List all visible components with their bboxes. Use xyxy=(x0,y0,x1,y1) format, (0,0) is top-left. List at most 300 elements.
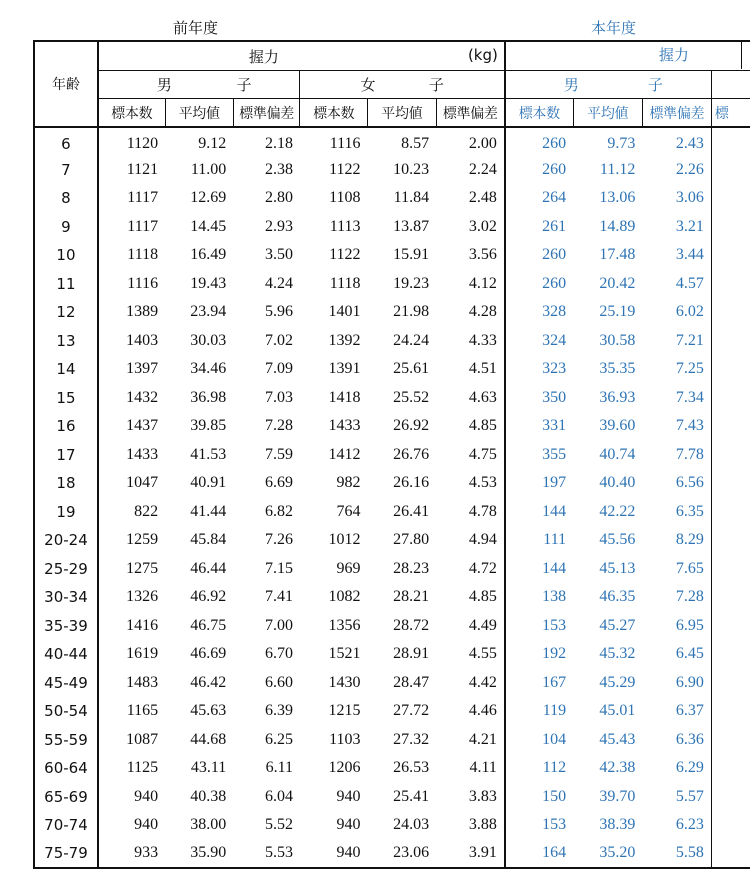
prev-male-sd-cell: 5.52 xyxy=(264,816,293,834)
age-cell: 35-39 xyxy=(34,612,98,641)
prev-female-n-cell: 1356 xyxy=(328,616,361,634)
cur-male-n-cell: 138 xyxy=(542,588,567,606)
cur-male-n-cell: 153 xyxy=(542,816,567,834)
prev-male-sd-cell: 2.93 xyxy=(264,217,293,235)
cur-grip-header xyxy=(505,41,750,71)
prev-female-sd-cell: 4.28 xyxy=(436,298,505,327)
prev-female-mean-cell: 25.52 xyxy=(393,388,430,406)
cur-male-mean-cell: 45.29 xyxy=(599,673,636,691)
prev-female-n-cell: 940 xyxy=(336,787,361,805)
cur-male-sd-cell: 6.95 xyxy=(675,616,704,634)
table-row xyxy=(34,355,750,384)
cut-cell xyxy=(711,811,750,840)
cur-male-mean-cell: 40.74 xyxy=(599,445,636,463)
cur-grip-divider xyxy=(741,41,742,69)
cut-cell xyxy=(711,754,750,783)
prev-female-n-cell: 1215 xyxy=(328,702,361,720)
prev-female-n-cell: 969 xyxy=(336,559,361,577)
cur-male-n-cell: 144 xyxy=(542,559,567,577)
cur-grip-label: 握力 xyxy=(658,45,689,64)
prev-male-header xyxy=(98,71,300,99)
prev-male-n-cell: 1259 xyxy=(126,531,159,549)
cur-male-n-cell: 323 xyxy=(542,360,567,378)
prev-female-n-cell: 1430 xyxy=(328,673,361,691)
cur-male-n-cell: 355 xyxy=(542,445,567,463)
cur-male-header xyxy=(505,71,712,99)
cut-cell xyxy=(711,583,750,612)
prev-male-mean-cell: 46.92 xyxy=(190,588,227,606)
prev-male-mean-cell: 11.00 xyxy=(190,160,227,178)
cut-cell xyxy=(711,498,750,527)
prev-female-n-cell: 1521 xyxy=(328,645,361,663)
prev-female-mean-cell: 24.24 xyxy=(393,331,430,349)
prev-female-mean-cell: 23.06 xyxy=(368,840,437,869)
cur-male-sd-cell: 7.21 xyxy=(675,331,704,349)
prev-male-n-cell: 1416 xyxy=(126,616,159,634)
prev-male-n-cell: 1121 xyxy=(126,160,159,178)
cur-male-mean-cell: 30.58 xyxy=(599,331,636,349)
prev-female-mean-header: 平均値 xyxy=(368,99,437,128)
prev-male-sd-cell: 7.09 xyxy=(264,360,293,378)
table-row xyxy=(34,612,750,641)
prev-female-mean-cell: 26.16 xyxy=(393,474,430,492)
cur-male-mean-cell: 40.40 xyxy=(599,474,636,492)
prev-female-mean-cell: 26.41 xyxy=(393,502,430,520)
prev-female-n-cell: 1122 xyxy=(329,246,361,264)
age-cell: 30-34 xyxy=(34,583,98,612)
cut-cell xyxy=(711,270,750,299)
cur-male-n-cell: 261 xyxy=(542,217,567,235)
prev-male-mean-cell: 46.75 xyxy=(190,616,227,634)
cur-male-mean-cell: 42.22 xyxy=(599,502,636,520)
table-row xyxy=(34,184,750,213)
cut-cell xyxy=(711,213,750,242)
header-row-sex xyxy=(34,71,750,99)
prev-male-n-cell: 1047 xyxy=(126,474,159,492)
prev-male-sd-cell: 3.50 xyxy=(264,246,293,264)
prev-grip-header xyxy=(98,41,505,71)
prev-female-sd-cell: 3.83 xyxy=(436,783,505,812)
current-year-caption: 本年度 xyxy=(591,19,637,37)
prev-male-mean-cell: 45.63 xyxy=(190,702,227,720)
table-row xyxy=(34,127,750,156)
prev-male-sd-cell: 6.11 xyxy=(265,759,293,777)
prev-male-sd-cell: 7.02 xyxy=(264,331,293,349)
cur-male-mean-cell: 17.48 xyxy=(599,246,636,264)
prev-female-sd-cell: 4.42 xyxy=(436,669,505,698)
prev-male-n-cell: 1619 xyxy=(126,645,159,663)
table-row xyxy=(34,726,750,755)
grip-strength-table xyxy=(33,40,750,869)
prev-male-sd-cell: 6.60 xyxy=(264,673,293,691)
prev-male-n-cell: 1432 xyxy=(126,388,159,406)
prev-female-mean-cell: 13.87 xyxy=(393,217,430,235)
prev-female-sd-cell: 4.33 xyxy=(436,327,505,356)
cur-male-sd-cell: 8.29 xyxy=(675,531,704,549)
cur-male-sd-cell: 7.25 xyxy=(675,360,704,378)
cur-male-mean-cell: 11.12 xyxy=(599,160,636,178)
cur-male-n-cell: 119 xyxy=(542,702,567,720)
prev-female-n-cell: 1122 xyxy=(329,160,361,178)
cur-male-mean-cell: 42.38 xyxy=(599,759,636,777)
cur-male-sd-cell: 6.90 xyxy=(675,673,704,691)
cur-male-sd-cell: 3.21 xyxy=(675,217,704,235)
prev-female-sd-cell: 4.78 xyxy=(436,498,505,527)
prev-female-mean-cell: 21.98 xyxy=(393,303,430,321)
prev-female-sd-cell: 3.56 xyxy=(436,241,505,270)
cut-cell xyxy=(711,697,750,726)
age-cell: 14 xyxy=(34,355,98,384)
age-cell: 45-49 xyxy=(34,669,98,698)
prev-female-mean-cell: 28.91 xyxy=(393,645,430,663)
prev-female-mean-cell: 19.23 xyxy=(393,274,430,292)
cur-male-mean-cell: 45.56 xyxy=(599,531,636,549)
cut-stat-header: 標 xyxy=(711,99,750,128)
prev-male-sd-header: 標準偏差 xyxy=(233,99,300,128)
prev-male-mean-cell: 19.43 xyxy=(190,274,227,292)
age-cell: 15 xyxy=(34,384,98,413)
cur-male-sd-cell: 6.35 xyxy=(675,502,704,520)
prev-female-sd-cell: 3.88 xyxy=(436,811,505,840)
prev-male-mean-cell: 9.12 xyxy=(198,134,227,152)
cur-male-n-cell: 350 xyxy=(542,388,567,406)
cur-male-n-cell: 197 xyxy=(542,474,567,492)
prev-female-sd-cell: 4.75 xyxy=(436,441,505,470)
age-cell: 7 xyxy=(34,156,98,185)
prev-female-n-cell: 1012 xyxy=(328,531,361,549)
prev-male-mean-cell: 46.42 xyxy=(190,673,227,691)
cur-male-mean-cell: 9.73 xyxy=(607,134,636,152)
prev-female-sd-cell: 3.02 xyxy=(436,213,505,242)
cur-male-sd-cell: 6.02 xyxy=(675,303,704,321)
cur-male-sd-cell: 3.06 xyxy=(675,189,704,207)
age-cell: 60-64 xyxy=(34,754,98,783)
cut-cell xyxy=(711,726,750,755)
prev-female-n-header: 標本数 xyxy=(300,99,368,128)
cut-cell xyxy=(711,156,750,185)
cur-male-sd-cell: 3.44 xyxy=(675,246,704,264)
cur-male-sd-cell: 6.56 xyxy=(675,474,704,492)
table-row xyxy=(34,469,750,498)
cut-cell xyxy=(711,241,750,270)
prev-male-sd-cell: 7.28 xyxy=(264,417,293,435)
prev-male-sd-cell: 6.25 xyxy=(264,730,293,748)
cut-cell xyxy=(711,669,750,698)
prev-female-mean-cell: 28.72 xyxy=(393,616,430,634)
age-cell: 6 xyxy=(34,127,98,156)
prev-male-mean-cell: 40.91 xyxy=(190,474,227,492)
age-header: 年齢 xyxy=(34,41,98,127)
prev-male-n-cell: 940 xyxy=(134,787,159,805)
prev-female-n-cell: 1113 xyxy=(329,217,361,235)
cur-male-mean-header: 平均値 xyxy=(573,99,642,128)
prev-male-sd-cell: 7.15 xyxy=(264,559,293,577)
cur-male-sd-cell: 2.43 xyxy=(675,134,704,152)
age-cell: 20-24 xyxy=(34,526,98,555)
cur-male-mean-cell: 45.01 xyxy=(599,702,636,720)
prev-female-n-cell: 1118 xyxy=(329,274,361,292)
cur-male-n-cell: 167 xyxy=(542,673,567,691)
prev-male-n-cell: 1403 xyxy=(126,331,159,349)
cur-male-mean-cell: 39.60 xyxy=(599,417,636,435)
cur-male-mean-cell: 20.42 xyxy=(599,274,636,292)
age-cell: 13 xyxy=(34,327,98,356)
table-row xyxy=(34,384,750,413)
prev-male-sd-cell: 2.18 xyxy=(264,134,293,152)
table-row xyxy=(34,412,750,441)
prev-male-mean-cell: 45.84 xyxy=(190,531,227,549)
prev-female-n-cell: 1206 xyxy=(328,759,361,777)
prev-male-sd-cell: 7.03 xyxy=(264,388,293,406)
cur-male-sd-cell: 6.45 xyxy=(675,645,704,663)
cur-male-n-cell: 328 xyxy=(542,303,567,321)
prev-female-sd-cell: 4.94 xyxy=(436,526,505,555)
prev-female-n-cell: 1082 xyxy=(328,588,361,606)
table-body xyxy=(34,127,750,868)
prev-female-mean-cell: 26.53 xyxy=(393,759,430,777)
cur-male-label: 男 xyxy=(563,76,579,94)
prev-female-n-cell: 982 xyxy=(336,474,361,492)
prev-male-n-cell: 1116 xyxy=(127,274,159,292)
prev-female-sd-cell: 4.21 xyxy=(436,726,505,755)
cur-male-sd-cell: 7.78 xyxy=(675,445,704,463)
prev-female-mean-cell: 10.23 xyxy=(393,160,430,178)
cur-male-sd-cell: 7.43 xyxy=(675,417,704,435)
cut-cell xyxy=(711,783,750,812)
table-row xyxy=(34,555,750,584)
prev-grip-label: 握力 xyxy=(248,47,279,66)
cur-female-header-cut xyxy=(711,71,750,99)
age-cell: 18 xyxy=(34,469,98,498)
prev-male-label: 男 xyxy=(156,76,172,94)
table-row xyxy=(34,156,750,185)
prev-male-sd-cell: 7.41 xyxy=(264,588,293,606)
age-cell: 40-44 xyxy=(34,640,98,669)
cur-male-label-2: 子 xyxy=(647,76,663,94)
prev-female-label: 女 xyxy=(360,76,376,94)
cur-male-sd-cell: 7.28 xyxy=(675,588,704,606)
age-cell: 55-59 xyxy=(34,726,98,755)
prev-female-header xyxy=(300,71,505,99)
prev-male-n-cell: 1118 xyxy=(127,246,159,264)
cur-male-sd-cell: 5.58 xyxy=(642,840,711,869)
cur-male-mean-cell: 35.35 xyxy=(599,360,636,378)
table-row xyxy=(34,640,750,669)
prev-male-mean-header: 平均値 xyxy=(165,99,233,128)
cur-male-n-cell: 260 xyxy=(542,274,567,292)
cut-cell xyxy=(711,640,750,669)
age-cell: 25-29 xyxy=(34,555,98,584)
prev-male-sd-cell: 7.59 xyxy=(264,445,293,463)
table-row xyxy=(34,669,750,698)
cur-male-n-cell: 331 xyxy=(542,417,567,435)
prev-female-sd-cell: 4.51 xyxy=(436,355,505,384)
prev-male-mean-cell: 44.68 xyxy=(190,730,227,748)
cut-cell xyxy=(711,469,750,498)
cut-cell xyxy=(711,412,750,441)
prev-female-sd-cell: 3.91 xyxy=(436,840,505,869)
age-cell: 8 xyxy=(34,184,98,213)
cur-male-sd-cell: 6.37 xyxy=(675,702,704,720)
prev-male-sd-cell: 6.04 xyxy=(264,787,293,805)
table-row xyxy=(34,754,750,783)
table-row xyxy=(34,840,750,869)
prev-male-mean-cell: 30.03 xyxy=(190,331,227,349)
age-cell: 12 xyxy=(34,298,98,327)
prev-female-mean-cell: 25.41 xyxy=(393,787,430,805)
prev-male-sd-cell: 7.00 xyxy=(264,616,293,634)
cur-male-mean-cell: 45.32 xyxy=(599,645,636,663)
cut-cell xyxy=(711,840,750,869)
cur-male-mean-cell: 46.35 xyxy=(599,588,636,606)
cur-male-n-cell: 192 xyxy=(542,645,567,663)
prev-female-sd-header: 標準偏差 xyxy=(436,99,505,128)
prev-male-mean-cell: 36.98 xyxy=(190,388,227,406)
age-cell: 17 xyxy=(34,441,98,470)
prev-male-n-cell: 1125 xyxy=(126,759,159,777)
prev-male-mean-cell: 46.44 xyxy=(190,559,227,577)
cur-male-mean-cell: 45.13 xyxy=(599,559,636,577)
prev-male-n-cell: 1117 xyxy=(127,189,159,207)
prev-female-n-cell: 1392 xyxy=(328,331,361,349)
prev-male-mean-cell: 41.53 xyxy=(190,445,227,463)
cur-male-mean-cell: 25.19 xyxy=(599,303,636,321)
cur-male-sd-cell: 4.57 xyxy=(675,274,704,292)
cur-male-n-cell: 112 xyxy=(542,759,567,777)
age-cell: 65-69 xyxy=(34,783,98,812)
prev-male-mean-cell: 43.11 xyxy=(190,759,227,777)
cut-cell xyxy=(711,327,750,356)
table-row xyxy=(34,441,750,470)
cur-male-sd-cell: 6.29 xyxy=(675,759,704,777)
cur-male-sd-cell: 7.65 xyxy=(675,559,704,577)
prev-male-n-cell: 1120 xyxy=(126,134,159,152)
prev-male-n-cell: 1087 xyxy=(126,730,159,748)
cur-male-n-header: 標本数 xyxy=(505,99,573,128)
age-cell: 19 xyxy=(34,498,98,527)
prev-female-n-cell: 1391 xyxy=(328,360,361,378)
prev-male-mean-cell: 23.94 xyxy=(190,303,227,321)
age-cell: 9 xyxy=(34,213,98,242)
prev-female-mean-cell: 28.21 xyxy=(393,588,430,606)
prev-male-sd-cell: 6.70 xyxy=(264,645,293,663)
prev-male-n-cell: 1483 xyxy=(126,673,159,691)
prev-male-mean-cell: 41.44 xyxy=(190,502,227,520)
age-cell: 70-74 xyxy=(34,811,98,840)
cur-male-n-cell: 144 xyxy=(542,502,567,520)
cur-male-n-cell: 164 xyxy=(505,840,573,869)
prev-female-mean-cell: 27.72 xyxy=(393,702,430,720)
cur-male-mean-cell: 45.43 xyxy=(599,730,636,748)
prev-female-mean-cell: 15.91 xyxy=(393,246,430,264)
cur-male-mean-cell: 35.20 xyxy=(573,840,642,869)
prev-male-mean-cell: 38.00 xyxy=(190,816,227,834)
prev-female-mean-cell: 28.23 xyxy=(393,559,430,577)
prev-female-mean-cell: 26.92 xyxy=(393,417,430,435)
prev-male-mean-cell: 46.69 xyxy=(190,645,227,663)
prev-male-sd-cell: 2.80 xyxy=(264,189,293,207)
cur-male-sd-cell: 7.34 xyxy=(675,388,704,406)
cur-male-n-cell: 104 xyxy=(542,730,567,748)
prev-female-mean-cell: 26.76 xyxy=(393,445,430,463)
prev-male-n-cell: 933 xyxy=(98,840,165,869)
prev-male-mean-cell: 12.69 xyxy=(190,189,227,207)
cur-male-mean-cell: 45.27 xyxy=(599,616,636,634)
prev-male-n-cell: 1275 xyxy=(126,559,159,577)
cur-male-n-cell: 153 xyxy=(542,616,567,634)
prev-female-mean-cell: 25.61 xyxy=(393,360,430,378)
prev-female-n-cell: 940 xyxy=(336,816,361,834)
prev-female-sd-cell: 4.12 xyxy=(436,270,505,299)
prev-female-sd-cell: 2.00 xyxy=(436,127,505,156)
cut-cell xyxy=(711,127,750,156)
prev-female-label-2: 子 xyxy=(428,76,444,94)
age-cell: 16 xyxy=(34,412,98,441)
prev-male-mean-cell: 16.49 xyxy=(190,246,227,264)
prev-male-sd-cell: 6.82 xyxy=(264,502,293,520)
prev-female-mean-cell: 27.80 xyxy=(393,531,430,549)
prev-female-n-cell: 1412 xyxy=(328,445,361,463)
previous-year-caption: 前年度 xyxy=(173,19,219,37)
prev-male-n-cell: 1117 xyxy=(127,217,159,235)
prev-female-mean-cell: 24.03 xyxy=(393,816,430,834)
prev-female-sd-cell: 4.11 xyxy=(436,754,505,783)
prev-female-sd-cell: 4.85 xyxy=(436,412,505,441)
header-row-grip xyxy=(34,41,750,71)
unit-label: (kg) xyxy=(467,45,498,64)
prev-male-n-cell: 1433 xyxy=(126,445,159,463)
table-row xyxy=(34,298,750,327)
age-cell: 50-54 xyxy=(34,697,98,726)
prev-male-n-cell: 940 xyxy=(134,816,159,834)
prev-female-mean-cell: 28.47 xyxy=(393,673,430,691)
cut-cell xyxy=(711,526,750,555)
prev-male-n-cell: 1389 xyxy=(126,303,159,321)
prev-male-sd-cell: 2.38 xyxy=(264,160,293,178)
table-row xyxy=(34,526,750,555)
cur-male-mean-cell: 38.39 xyxy=(599,816,636,834)
cut-cell xyxy=(711,612,750,641)
cur-male-mean-cell: 39.70 xyxy=(599,787,636,805)
prev-male-label-2: 子 xyxy=(236,76,252,94)
prev-male-n-cell: 1165 xyxy=(126,702,159,720)
cur-male-mean-cell: 36.93 xyxy=(599,388,636,406)
age-cell: 10 xyxy=(34,241,98,270)
prev-male-sd-cell: 5.53 xyxy=(233,840,300,869)
prev-male-n-cell: 1397 xyxy=(126,360,159,378)
prev-male-mean-cell: 40.38 xyxy=(190,787,227,805)
prev-female-sd-cell: 4.63 xyxy=(436,384,505,413)
cut-cell xyxy=(711,355,750,384)
prev-female-n-cell: 1103 xyxy=(329,730,361,748)
cur-male-sd-cell: 5.57 xyxy=(675,787,704,805)
cut-cell xyxy=(711,384,750,413)
cur-male-sd-cell: 6.36 xyxy=(675,730,704,748)
prev-male-sd-cell: 6.69 xyxy=(264,474,293,492)
prev-male-mean-cell: 34.46 xyxy=(190,360,227,378)
prev-female-n-cell: 1116 xyxy=(329,134,361,152)
cut-cell xyxy=(711,298,750,327)
prev-female-n-cell: 940 xyxy=(300,840,368,869)
prev-female-mean-cell: 27.32 xyxy=(393,730,430,748)
prev-female-sd-cell: 4.53 xyxy=(436,469,505,498)
table-row xyxy=(34,811,750,840)
prev-female-n-cell: 1108 xyxy=(329,189,361,207)
cur-male-mean-cell: 14.89 xyxy=(599,217,636,235)
prev-male-n-header: 標本数 xyxy=(98,99,165,128)
cut-cell xyxy=(711,555,750,584)
cur-male-sd-cell: 6.23 xyxy=(675,816,704,834)
